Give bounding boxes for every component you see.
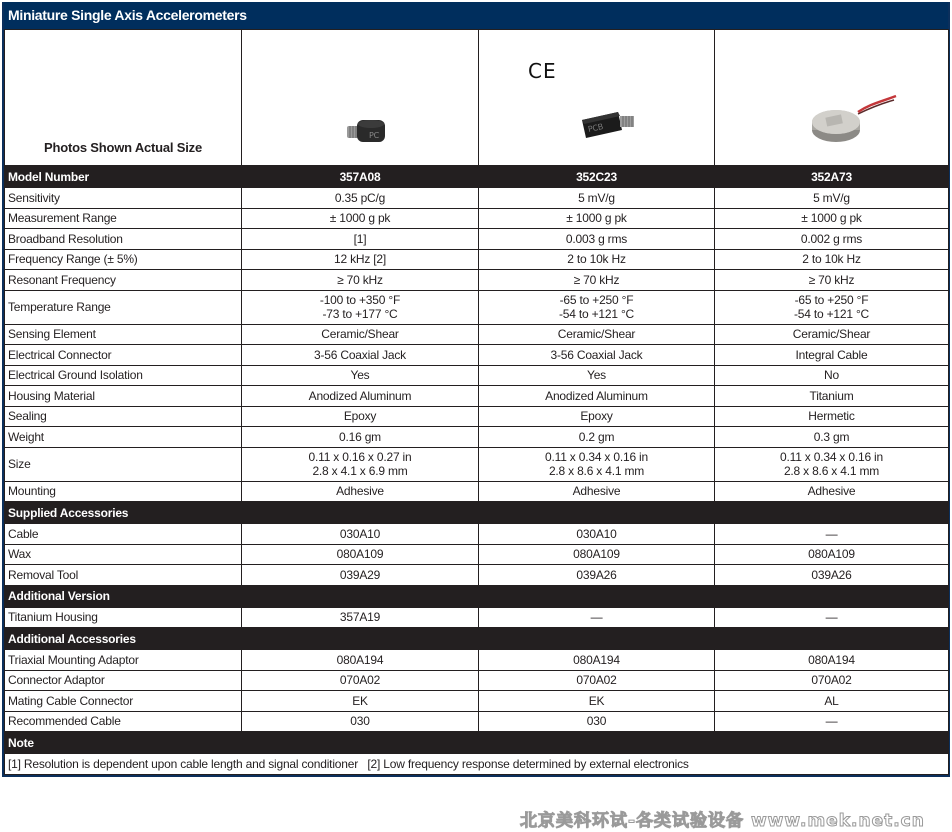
row-value: Anodized Aluminum (242, 386, 479, 407)
table-title: Miniature Single Axis Accelerometers (4, 2, 948, 29)
row-value: 080A194 (715, 650, 949, 671)
row-label: Weight (5, 427, 242, 448)
row-value: 030A10 (242, 524, 479, 545)
row-value: EK (242, 691, 479, 712)
value-line: -54 to +121 °C (558, 307, 635, 321)
spec-table (4, 29, 949, 775)
model-352C23: 352C23 (479, 166, 715, 188)
row-value: 070A02 (242, 670, 479, 691)
row-value: Epoxy (242, 406, 479, 427)
row-value: — (479, 607, 715, 628)
table-row (5, 481, 949, 502)
row-label: Resonant Frequency (5, 270, 242, 291)
row-value: — (715, 711, 949, 732)
row-value: 2 to 10k Hz (715, 249, 949, 270)
value-line: -73 to +177 °C (322, 307, 398, 321)
row-label: Sealing (5, 406, 242, 427)
accessory-sections (5, 502, 949, 732)
row-value: ± 1000 g pk (715, 208, 949, 229)
photo-357A08 (242, 30, 479, 166)
note-header: Note (5, 732, 949, 754)
row-label: Recommended Cable (5, 711, 242, 732)
ce-mark-icon: CE (528, 59, 557, 83)
section-header-row (5, 502, 949, 524)
row-value: Ceramic/Shear (479, 324, 715, 345)
row-value: — (715, 524, 949, 545)
svg-text:PCB: PCB (587, 122, 605, 134)
row-label: Wax (5, 544, 242, 565)
row-label: Triaxial Mounting Adaptor (5, 650, 242, 671)
row-value (479, 290, 715, 324)
value-line: 0.11 x 0.34 x 0.16 in (780, 450, 883, 464)
value-line: -65 to +250 °F (559, 293, 634, 307)
table-row (5, 524, 949, 545)
note-header-row (5, 732, 949, 754)
table-row (5, 607, 949, 628)
row-label: Connector Adaptor (5, 670, 242, 691)
row-value: Adhesive (715, 481, 949, 502)
photo-label-cell (5, 30, 242, 166)
table-row (5, 544, 949, 565)
row-value: ≥ 70 kHz (242, 270, 479, 291)
row-value: 0.2 gm (479, 427, 715, 448)
row-value (242, 447, 479, 481)
model-number-row (5, 166, 949, 188)
table-row (5, 345, 949, 366)
row-label: Cable (5, 524, 242, 545)
row-value (715, 447, 949, 481)
table-row (5, 188, 949, 209)
row-value: Epoxy (479, 406, 715, 427)
value-line: 0.11 x 0.16 x 0.27 in (308, 450, 412, 464)
row-value: [1] (242, 229, 479, 250)
table-row (5, 565, 949, 586)
row-value: ≥ 70 kHz (479, 270, 715, 291)
table-row (5, 324, 949, 345)
photo-352A73 (715, 30, 949, 166)
row-value: Titanium (715, 386, 949, 407)
row-label: Mating Cable Connector (5, 691, 242, 712)
table-row (5, 447, 949, 481)
table-row (5, 229, 949, 250)
row-label: Sensitivity (5, 188, 242, 209)
row-value: 080A109 (242, 544, 479, 565)
row-value: Ceramic/Shear (242, 324, 479, 345)
row-value: No (715, 365, 949, 386)
row-value: 357A19 (242, 607, 479, 628)
row-value: 5 mV/g (479, 188, 715, 209)
section-header: Additional Accessories (5, 628, 949, 650)
row-value: 0.3 gm (715, 427, 949, 448)
table-row (5, 386, 949, 407)
section-header: Supplied Accessories (5, 502, 949, 524)
sensor-352A73-image (808, 94, 898, 144)
table-row (5, 650, 949, 671)
row-value: 3-56 Coaxial Jack (479, 345, 715, 366)
row-value: 2 to 10k Hz (479, 249, 715, 270)
value-line: -54 to +121 °C (793, 307, 870, 321)
row-value: Anodized Aluminum (479, 386, 715, 407)
row-label: Size (5, 447, 242, 481)
value-line: 0.11 x 0.34 x 0.16 in (545, 450, 648, 464)
row-value (479, 447, 715, 481)
row-value: ± 1000 g pk (479, 208, 715, 229)
spec-sheet (2, 2, 950, 777)
row-value (715, 290, 949, 324)
value-line: -65 to +250 °F (794, 293, 869, 307)
row-value: Integral Cable (715, 345, 949, 366)
table-row (5, 406, 949, 427)
table-row (5, 290, 949, 324)
value-line: 2.8 x 8.6 x 4.1 mm (783, 464, 880, 478)
row-value: Adhesive (242, 481, 479, 502)
note-text: [1] Resolution is dependent upon cable length and signal conditioner [2] Low frequency response determined by external electronics (5, 754, 949, 775)
row-value: 070A02 (479, 670, 715, 691)
row-value: 039A26 (715, 565, 949, 586)
row-label: Electrical Ground Isolation (5, 365, 242, 386)
row-label: Removal Tool (5, 565, 242, 586)
value-line: 2.8 x 4.1 x 6.9 mm (312, 464, 408, 478)
row-value: AL (715, 691, 949, 712)
table-row (5, 208, 949, 229)
section-header-row (5, 585, 949, 607)
row-label: Titanium Housing (5, 607, 242, 628)
table-row (5, 691, 949, 712)
row-value: 080A194 (479, 650, 715, 671)
model-352A73: 352A73 (715, 166, 949, 188)
note-row (5, 754, 949, 775)
row-value: 030 (479, 711, 715, 732)
section-header: Additional Version (5, 585, 949, 607)
value-line: 2.8 x 8.6 x 4.1 mm (548, 464, 645, 478)
photo-352C23 (479, 30, 715, 166)
row-label: Broadband Resolution (5, 229, 242, 250)
table-row (5, 249, 949, 270)
row-value: 0.003 g rms (479, 229, 715, 250)
row-value: 080A109 (479, 544, 715, 565)
table-row (5, 711, 949, 732)
row-value: ≥ 70 kHz (715, 270, 949, 291)
row-value: EK (479, 691, 715, 712)
value-line: -100 to +350 °F (319, 293, 401, 307)
row-label: Frequency Range (± 5%) (5, 249, 242, 270)
photo-label: Photos Shown Actual Size (44, 140, 202, 155)
row-value: — (715, 607, 949, 628)
row-value (242, 290, 479, 324)
row-label: Mounting (5, 481, 242, 502)
row-value: Hermetic (715, 406, 949, 427)
row-value: Ceramic/Shear (715, 324, 949, 345)
row-value: 0.35 pC/g (242, 188, 479, 209)
row-value: Yes (479, 365, 715, 386)
row-label: Measurement Range (5, 208, 242, 229)
svg-text:PC: PC (369, 131, 380, 140)
row-value: Adhesive (479, 481, 715, 502)
row-value: 070A02 (715, 670, 949, 691)
table-row (5, 427, 949, 448)
table-row (5, 670, 949, 691)
row-value: Yes (242, 365, 479, 386)
row-value: 039A26 (479, 565, 715, 586)
section-header-row (5, 628, 949, 650)
row-value: ± 1000 g pk (242, 208, 479, 229)
row-label: Sensing Element (5, 324, 242, 345)
row-value: 5 mV/g (715, 188, 949, 209)
sensor-352C23-image (578, 108, 638, 142)
row-value: 030 (242, 711, 479, 732)
model-357A08: 357A08 (242, 166, 479, 188)
spec-rows (5, 188, 949, 502)
row-value: 3-56 Coaxial Jack (242, 345, 479, 366)
row-value: 0.002 g rms (715, 229, 949, 250)
row-label: Temperature Range (5, 290, 242, 324)
photo-row (5, 30, 949, 166)
table-row (5, 270, 949, 291)
row-value: 039A29 (242, 565, 479, 586)
sensor-357A08-image (345, 116, 389, 146)
row-label: Housing Material (5, 386, 242, 407)
row-value: 080A109 (715, 544, 949, 565)
model-number-header: Model Number (5, 166, 242, 188)
row-label: Electrical Connector (5, 345, 242, 366)
table-row (5, 365, 949, 386)
row-value: 12 kHz [2] (242, 249, 479, 270)
row-value: 030A10 (479, 524, 715, 545)
row-value: 080A194 (242, 650, 479, 671)
row-value: 0.16 gm (242, 427, 479, 448)
watermark-text: 北京美科环试-各类试验设备 www.mek.net.cn (520, 811, 925, 831)
